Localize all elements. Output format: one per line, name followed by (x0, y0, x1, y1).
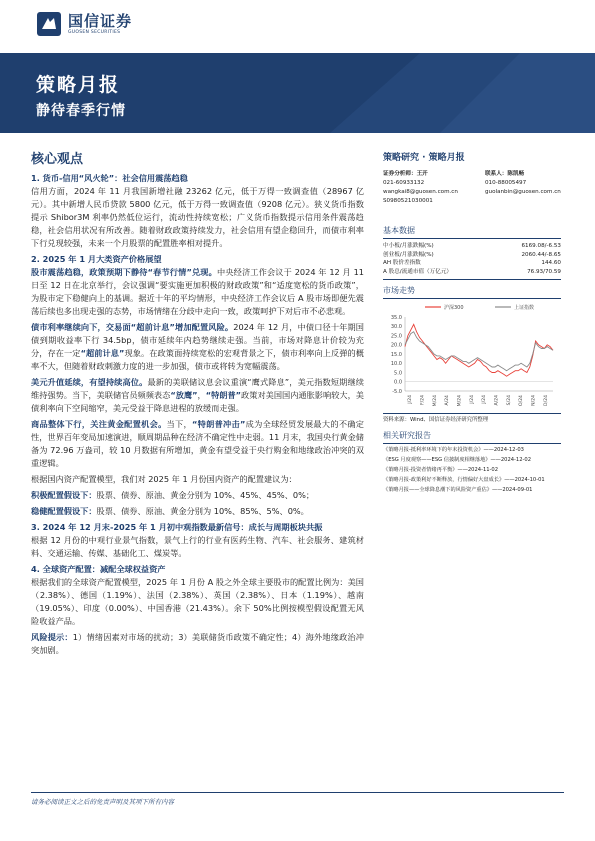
lead-text: 美元升值延续，有望持续高位。 (31, 377, 148, 387)
brand-name-cn: 国信证券 (68, 12, 133, 30)
section-heading: 核心观点 (31, 152, 84, 167)
lead-text: 商品整体下行，关注黄金配置机会。 (31, 419, 167, 429)
x-tick-label: S/24 (506, 395, 512, 406)
related-date: ——2024-09-01 (491, 487, 533, 493)
related-title: 《策略月报-抵利率环境下的年末投资机会》 (383, 447, 484, 453)
paragraph-bond (31, 321, 364, 373)
x-tick-label: O/24 (519, 395, 525, 407)
highlight-text: “超前计息” (80, 348, 125, 358)
y-tick-label: 20.0 (390, 342, 402, 349)
paragraph-commodity (31, 418, 364, 470)
related-title: 《策略月报-政策利好不断释放，行情偏好大盘成长》 (383, 477, 505, 483)
lead-text: 债市利率继续向下，交易面“超前计息”增加配置风险。 (31, 322, 234, 332)
body-text: 现象。在政策面持续宽松的宏观背景之下，债市利率向上反弹的概率不大，但随着财政刺激力度的进一步加强，债市或将转为宽幅震荡。 (31, 348, 364, 371)
body-text: 成为全球经贸发展最大的不确定性，世界百年变局加速演进，顺周期品种在经济不确定性中走弱。11 月末，我国央行黄金储备为 72.96 万盎司，较 10 月数据有所增加，黄金有望受益于央行购金和地缘政治冲突的双重逻辑。 (31, 419, 364, 468)
x-tick-label: J/24 (408, 395, 414, 404)
lead-text: 股市震荡趋稳，政策预期下静待“春节行情”兑现。 (31, 267, 217, 277)
data-row (383, 259, 561, 268)
related-item[interactable] (383, 486, 561, 494)
paragraph-credit: 信用方面，2024 年 11 月我国新增社融 23262 亿元，低于万得一致调查值（28967 亿元）。其中新增人民币贷款 5800 亿元，低于万得一致调查值（9208 亿元）。狭义货币指数提示 Shibor3M 利率仍然低位运行，流动性持续宽松；广义货币指数提示信用条件震荡趋稳，社会信用状况有所改善。随着财政政策持续发力，社会信用有望企稳回升，而债市利率下行兑现较强，未来一个月股票的配置胜率相对提升。 (31, 186, 364, 248)
y-tick-label: 35.0 (390, 314, 402, 321)
trend-chart-svg (383, 301, 561, 411)
paragraph-usd (31, 376, 364, 415)
data-label: A 股总/流通市值（万亿元） (383, 268, 453, 275)
related-date: ——2024-12-02 (490, 457, 532, 463)
data-label: AH 股价差指数 (383, 260, 421, 266)
y-tick-label: -5.0 (392, 388, 402, 395)
body-text: 最新的美联储议息会议重演“鹰式降息”，美元指数短期继续维持强势。当下，美联储官员频频表态 (31, 377, 364, 400)
subheading-2: 2. 2025 年 1 月大类资产价格展望 (31, 254, 162, 264)
basic-data-table (383, 242, 561, 280)
body-text: 1）情绪因素对市场的扰动；3）美联储货币政策不确定性；4）海外地缘政治冲突加剧。 (31, 632, 364, 655)
lead-text: 稳健配置假设下： (31, 506, 97, 516)
x-tick-label: J/24 (469, 395, 475, 404)
related-date: ——2024-10-01 (504, 477, 545, 483)
paragraph-risk (31, 631, 364, 657)
data-value: 144.60 (541, 260, 561, 266)
brand-name-en: GUOSEN SECURITIES (68, 30, 121, 35)
data-row (383, 242, 561, 251)
body-text: 股票、债券、原油、黄金分别为 10%、85%、5%、0%。 (96, 506, 309, 516)
footer-disclaimer: 请务必阅读正文之后的免责声明及其项下所有内容 (31, 798, 174, 806)
related-item[interactable] (383, 456, 561, 464)
analyst-cert: S0980521030001 (383, 198, 433, 204)
market-trend-chart (383, 301, 561, 414)
contact-phone: 010-88005497 (485, 180, 527, 186)
analyst-primary (383, 170, 475, 206)
y-tick-label: 5.0 (394, 370, 402, 377)
logo-mark-icon (36, 11, 62, 37)
footer-divider (31, 792, 564, 793)
related-item[interactable] (383, 446, 561, 454)
y-tick-label: 15.0 (390, 351, 402, 358)
body-text: 股票、债券、原油、黄金分别为 10%、45%、45%、0%； (96, 490, 315, 500)
body-text: 当下， (166, 419, 192, 429)
data-value: 76.93/70.59 (527, 268, 561, 275)
x-tick-label: N/24 (531, 395, 537, 406)
legend-label: 上证指数 (514, 305, 535, 311)
y-tick-label: 10.0 (390, 361, 402, 368)
lead-text: 风险提示： (31, 632, 73, 642)
related-date: ——2024-11-02 (457, 467, 499, 473)
paragraph-global: 根据我们的全球资产配置模型，2025 年 1 月份 A 股之外全球主要股市的配置比例为：美国（2.38%）、德国（1.19%）、法国（2.38%）、英国（2.38%）、日本（1.19%）、越南（19.05%）、印度（0.00%）、中国香港（21.43%）。余下 50%比例按模型假设配置无风险收益产品。 (31, 577, 364, 626)
data-row (383, 251, 561, 260)
related-title: 《策略月报——全球降息潮下的风险资产重估》 (383, 487, 492, 493)
chart-source: 资料来源：Wind、国信证券经济研究所整理 (383, 417, 489, 423)
report-banner (0, 53, 595, 133)
data-label: 中小板/月涨跌幅(%) (383, 243, 434, 249)
body-text: ， (197, 390, 206, 400)
subheading-1: 1. 货币-信用“风火轮”：社会信用震荡趋稳 (31, 173, 188, 183)
related-item[interactable] (383, 476, 561, 484)
highlight-text: “放鹰” (170, 390, 198, 400)
analyst-contact (485, 170, 563, 197)
basic-data-heading: 基本数据 (383, 225, 561, 239)
data-value: 6169.08/-6.53 (521, 243, 561, 249)
related-item[interactable] (383, 466, 561, 474)
x-tick-label: M/24 (457, 395, 463, 407)
analyst-email[interactable]: wangkai8@guosen.com.cn (383, 189, 458, 195)
allocation-conservative (31, 505, 364, 518)
related-title: 《ESG 月度观察——ESG 信披制度相继落地》 (383, 457, 491, 463)
body-text: 2024 年 12 月，中债口径十年期国债到期收益率下行 34.5bp，债市延续年内趋势继续走强。当前，市场对降息计价较为充分，存在一定 (31, 322, 364, 358)
x-tick-label: M/24 (432, 395, 438, 407)
subheading-3: 3. 2024 年 12 月末-2025 年 1 月初中观指数最新信号：成长与周期板块共振 (31, 522, 323, 532)
related-research-heading: 相关研究报告 (383, 430, 561, 444)
body-text: 中央经济工作会议于 2024 年 12 月 11 日至 12 日在北京举行，会议强调“要实施更加积极的财政政策”和“适度宽松的货币政策”，为股市定下稳健向上的基调。据近十年的平均情形，中央经济工作会议后 A 股市场即便先震荡后续也多出现走强的态势，市场情绪在分歧中走向一致，政策呵护下对后市不必悲观。 (31, 267, 365, 316)
contact-label: 联系人：陈凯畅 (485, 171, 525, 177)
data-row (383, 268, 561, 277)
paragraph-stock (31, 266, 364, 318)
report-title: 静待春季行情 (36, 103, 126, 119)
x-tick-label: F/24 (420, 395, 426, 406)
brand-logo (36, 9, 166, 39)
analyst-block (383, 170, 561, 220)
sidebar (383, 151, 561, 494)
x-tick-label: A/24 (494, 395, 500, 406)
data-label: 创业板/月涨跌幅(%) (383, 251, 434, 258)
analyst-phone: 021-60933132 (383, 180, 425, 186)
highlight-text: “特朗普冲击” (191, 419, 246, 429)
contact-email[interactable]: guolanbin@guosen.com.cn (485, 189, 561, 195)
allocation-aggressive (31, 489, 364, 502)
main-column (31, 151, 364, 660)
x-tick-label: D/24 (543, 395, 549, 406)
y-tick-label: 30.0 (390, 324, 402, 331)
body-text: 政策对美国国内通胀影响较大，美债利率向下空间缩窄，美元受益于降息进程的放缓而走强。 (31, 390, 364, 413)
lead-text: 积极配置假设下： (31, 490, 97, 500)
data-value: 2060.44/-8.65 (521, 251, 561, 258)
related-research-list (383, 446, 561, 494)
y-tick-label: 0.0 (394, 379, 402, 386)
sidebar-title: 策略研究 · 策略月报 (383, 153, 465, 163)
x-tick-label: A/24 (445, 395, 451, 406)
analyst-label: 证券分析师：王开 (383, 171, 428, 177)
subheading-4: 4. 全球资产配置：减配全球权益资产 (31, 564, 166, 574)
related-title: 《策略月报-投资者情绪再平衡》 (383, 467, 458, 473)
report-type: 策略月报 (36, 74, 121, 96)
legend-label: 沪深300 (444, 305, 464, 311)
paragraph-industry: 根据 12 月份的中观行业景气指数，景气上行的行业有医药生物、汽车、社会服务、建筑材料、交通运输、传媒、基础化工、煤炭等。 (31, 535, 364, 558)
y-tick-label: 25.0 (390, 333, 402, 340)
related-date: ——2024-12-03 (483, 447, 524, 453)
series-line (405, 324, 553, 376)
highlight-text: “特朗普” (205, 390, 242, 400)
market-trend-heading: 市场走势 (383, 285, 561, 299)
x-tick-label: J/24 (482, 395, 488, 404)
paragraph-allocation-intro: 根据国内资产配置模型，我们对 2025 年 1 月份国内资产的配置建议为： (31, 474, 297, 484)
